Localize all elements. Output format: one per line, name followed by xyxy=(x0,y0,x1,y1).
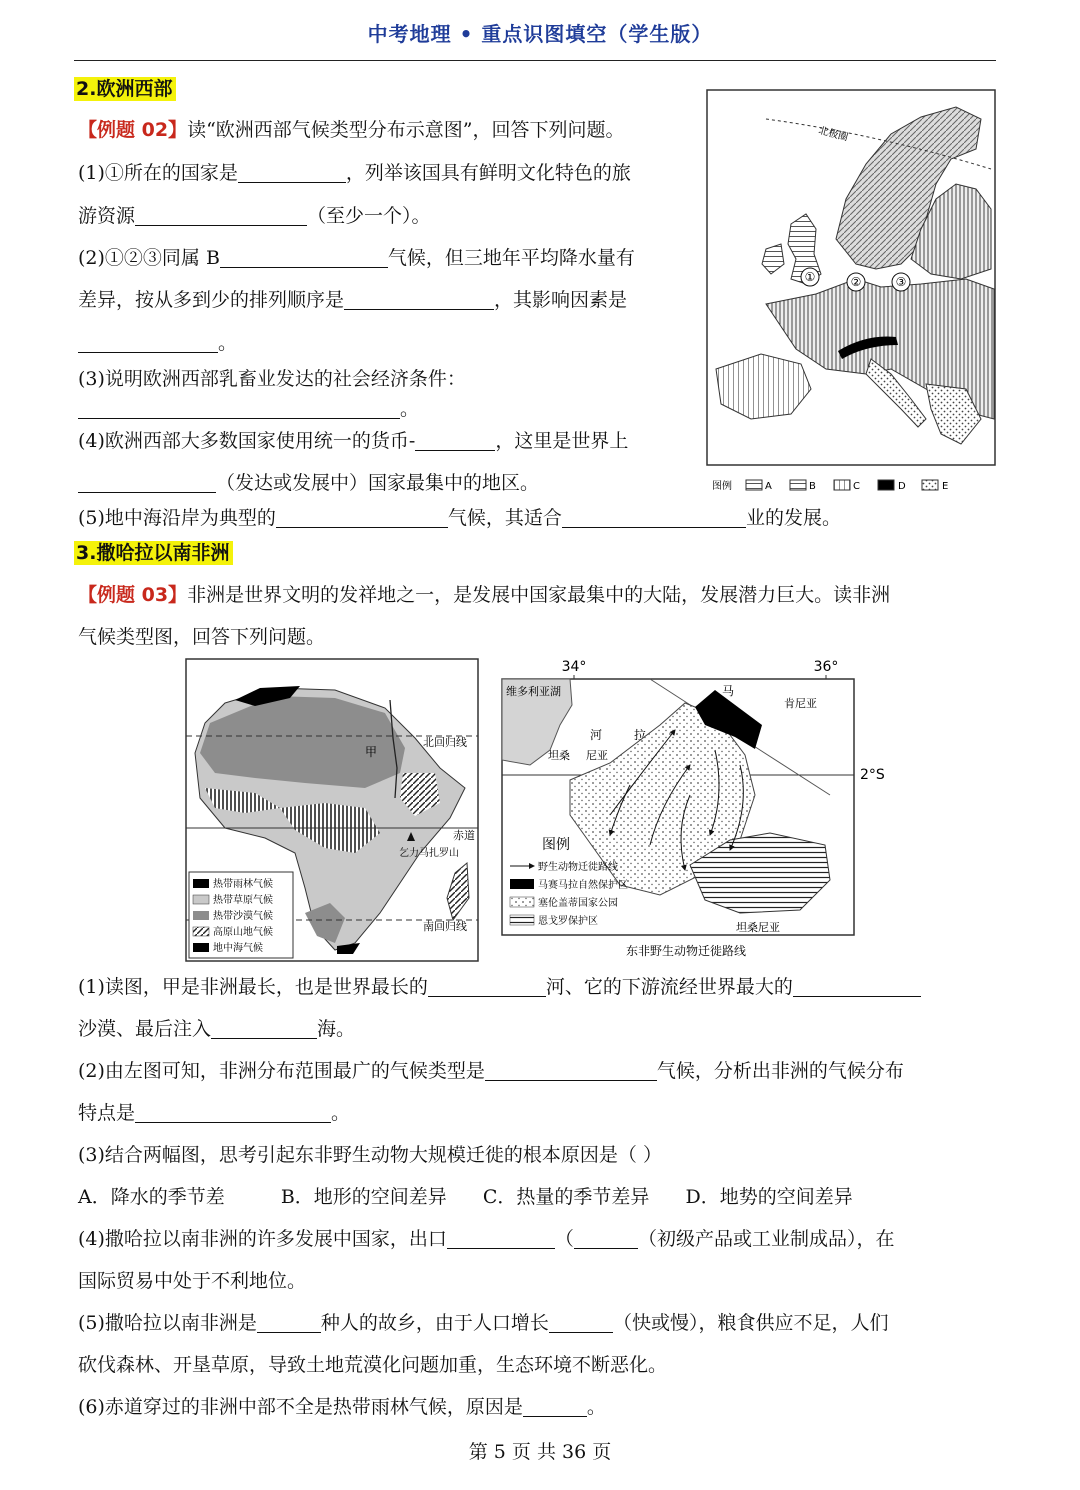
answer-blank[interactable] xyxy=(78,472,216,493)
legend-label-desert: 热带沙漠气候 xyxy=(213,911,273,922)
legend-label-savanna: 热带草原气候 xyxy=(213,895,273,906)
europe-climate-map xyxy=(706,89,996,469)
example-03-prompt-line2: 气候类型图，回答下列问题。 xyxy=(78,626,326,648)
q3-4-line2: 国际贸易中处于不利地位。 xyxy=(78,1270,307,1292)
legend-swatch-savanna xyxy=(193,895,209,904)
answer-blank[interactable] xyxy=(415,430,495,451)
answer-blank[interactable] xyxy=(549,1312,613,1333)
latitude-label: 2°S xyxy=(860,767,885,783)
tanzania-top2-label: 尼亚 xyxy=(586,749,608,762)
marker-2-label: ② xyxy=(850,275,862,289)
section-3-heading-text: 3.撒哈拉以南非洲 xyxy=(74,541,233,565)
answer-blank[interactable] xyxy=(344,289,494,310)
lake-label: 维多利亚湖 xyxy=(506,685,561,698)
legend-title: 图例 xyxy=(712,481,732,492)
tanzania-top-label: 坦桑 xyxy=(548,749,570,762)
option-b[interactable]: B．地形的空间差异 xyxy=(280,1186,447,1208)
q3-2-line2: 特点是 。 xyxy=(78,1102,351,1124)
q3-5-line1: (5)撒哈拉以南非洲是 种人的故乡，由于人口增长 （快或慢），粮食供应不足，人们 xyxy=(78,1312,889,1334)
answer-blank[interactable] xyxy=(562,507,746,528)
legend-label-a: A xyxy=(765,481,772,492)
q3-4-line1: (4)撒哈拉以南非洲的许多发展中国家，出口 （ （初级产品或工业制成品），在 xyxy=(78,1228,895,1250)
example-03-prompt-line1: 【例题 03】非洲是世界文明的发祥地之一，是发展中国家最集中的大陆，发展潜力巨大。读非洲 xyxy=(78,584,891,606)
q2-2-line1: (2)①②③同属 B 气候，但三地年平均降水量有 xyxy=(78,247,635,269)
q2-3-line2: 。 xyxy=(78,396,419,422)
marker-3-label: ③ xyxy=(895,275,907,289)
answer-blank[interactable] xyxy=(793,976,921,997)
page-header-title: 中考地理 • 重点识图填空（学生版） xyxy=(367,22,713,46)
answer-blank[interactable] xyxy=(220,247,388,268)
legend-swatch-mediterranean xyxy=(193,943,209,952)
section-3-heading xyxy=(74,540,233,566)
legend-label-highland: 高原山地气候 xyxy=(213,927,273,938)
la-label: 拉 xyxy=(634,728,647,742)
q3-1-line2: 沙漠、最后注入 海。 xyxy=(78,1018,356,1040)
equator-label: 赤道 xyxy=(453,829,475,842)
q3-3-options xyxy=(78,1184,853,1210)
legend-label-mediterranean: 地中海气候 xyxy=(213,943,263,954)
legend-label-serengeti: 塞伦盖蒂国家公园 xyxy=(538,898,618,909)
legend-label-rainforest: 热带雨林气候 xyxy=(213,879,273,890)
europe-map-legend xyxy=(712,476,1002,496)
legend-label-ngorongoro: 恩戈罗保护区 xyxy=(538,916,598,927)
q2-5-line: (5)地中海沿岸为典型的 气候，其适合 业的发展。 xyxy=(78,507,841,529)
page-number: 第 5 页 共 36 页 xyxy=(468,1441,612,1463)
tropic-of-cancer-label: 北回归线 xyxy=(423,736,467,749)
answer-blank[interactable] xyxy=(257,1312,321,1333)
legend-label-c: C xyxy=(853,481,860,492)
answer-blank[interactable] xyxy=(574,1228,638,1249)
legend-swatch-ngorongoro xyxy=(510,915,534,925)
q2-1-line2: 游资源 （至少一个）。 xyxy=(78,205,431,227)
q2-4-line2: （发达或发展中）国家最集中的地区。 xyxy=(78,470,539,496)
answer-blank[interactable] xyxy=(276,507,448,528)
kilimanjaro-label: 乞力马扎罗山 xyxy=(399,848,459,859)
africa-climate-map xyxy=(185,658,479,963)
q2-4-line1: (4)欧洲西部大多数国家使用统一的货币- ，这里是世界上 xyxy=(78,430,629,452)
legend-swatch-b xyxy=(790,480,806,490)
legend-swatch-c xyxy=(834,480,850,490)
q3-3-line: (3)结合两幅图，思考引起东非野生动物大规模迁徙的根本原因是（ ） xyxy=(78,1144,662,1166)
q3-2-line1: (2)由左图可知，非洲分布范围最广的气候类型是 气候，分析出非洲的气候分布 xyxy=(78,1060,904,1082)
legend-label-d: D xyxy=(898,481,906,492)
legend-label-route: 野生动物迁徙路线 xyxy=(538,862,618,873)
tropic-of-capricorn-label: 南回归线 xyxy=(423,920,467,933)
answer-blank[interactable] xyxy=(211,1018,317,1039)
legend-label-e: E xyxy=(942,481,949,492)
answer-blank[interactable] xyxy=(135,205,307,226)
ma-label: 马 xyxy=(722,684,735,698)
legend-swatch-mara xyxy=(510,879,534,889)
answer-blank[interactable] xyxy=(447,1228,555,1249)
legend-title: 图例 xyxy=(542,837,570,853)
q2-3-line1: (3)说明欧洲西部乳畜业发达的社会经济条件： xyxy=(78,368,466,390)
section-2-heading xyxy=(74,76,176,102)
legend-swatch-highland xyxy=(193,927,209,936)
answer-blank[interactable] xyxy=(135,1102,331,1123)
option-c[interactable]: C．热量的季节差异 xyxy=(482,1186,650,1208)
answer-blank[interactable] xyxy=(78,398,400,419)
section-2-heading-text: 2.欧洲西部 xyxy=(74,77,176,101)
answer-blank[interactable] xyxy=(78,332,218,353)
jia-label: 甲 xyxy=(365,745,378,759)
legend-swatch-a xyxy=(746,480,762,490)
legend-swatch-e xyxy=(922,480,938,490)
map-caption: 东非野生动物迁徙路线 xyxy=(625,944,747,958)
legend-label-b: B xyxy=(809,481,816,492)
legend-swatch-desert xyxy=(193,911,209,920)
longitude-36-label: 36° xyxy=(813,659,839,675)
q3-6-line: (6)赤道穿过的非洲中部不全是热带雨林气候，原因是 。 xyxy=(78,1396,606,1418)
header-rule xyxy=(74,60,996,61)
arctic-circle-label: 北极圈 xyxy=(817,125,850,144)
answer-blank[interactable] xyxy=(428,976,546,997)
legend-swatch-serengeti xyxy=(510,897,534,907)
longitude-34-label: 34° xyxy=(561,659,587,675)
east-africa-migration-map xyxy=(500,655,900,963)
q2-2-line3: 。 xyxy=(78,330,237,356)
answer-blank[interactable] xyxy=(485,1060,657,1081)
example-02-prompt: 【例题 02】读“欧洲西部气候类型分布示意图”，回答下列问题。 xyxy=(78,119,625,141)
legend-swatch-rainforest xyxy=(193,879,209,888)
option-d[interactable]: D．地势的空间差异 xyxy=(685,1186,853,1208)
marker-1-label: ① xyxy=(804,270,816,284)
he-label: 河 xyxy=(590,728,603,742)
q2-2-line2: 差异，按从多到少的排列顺序是 ，其影响因素是 xyxy=(78,289,628,311)
legend-swatch-d xyxy=(878,480,894,490)
option-a[interactable]: A．降水的季节差 xyxy=(78,1186,225,1208)
q3-1-line1: (1)读图，甲是非洲最长，也是世界最长的 河、它的下游流经世界最大的 xyxy=(78,974,921,1000)
answer-blank[interactable] xyxy=(238,162,346,183)
kenya-label: 肯尼亚 xyxy=(784,697,817,710)
q2-1-line1: (1)①所在的国家是 ，列举该国具有鲜明文化特色的旅 xyxy=(78,162,631,184)
q3-5-line2: 砍伐森林、开垦草原，导致土地荒漠化问题加重，生态环境不断恶化。 xyxy=(78,1354,668,1376)
answer-blank[interactable] xyxy=(523,1396,587,1417)
tanzania-bottom-label: 坦桑尼亚 xyxy=(736,921,780,934)
legend-label-mara: 马赛马拉自然保护区 xyxy=(538,880,628,891)
